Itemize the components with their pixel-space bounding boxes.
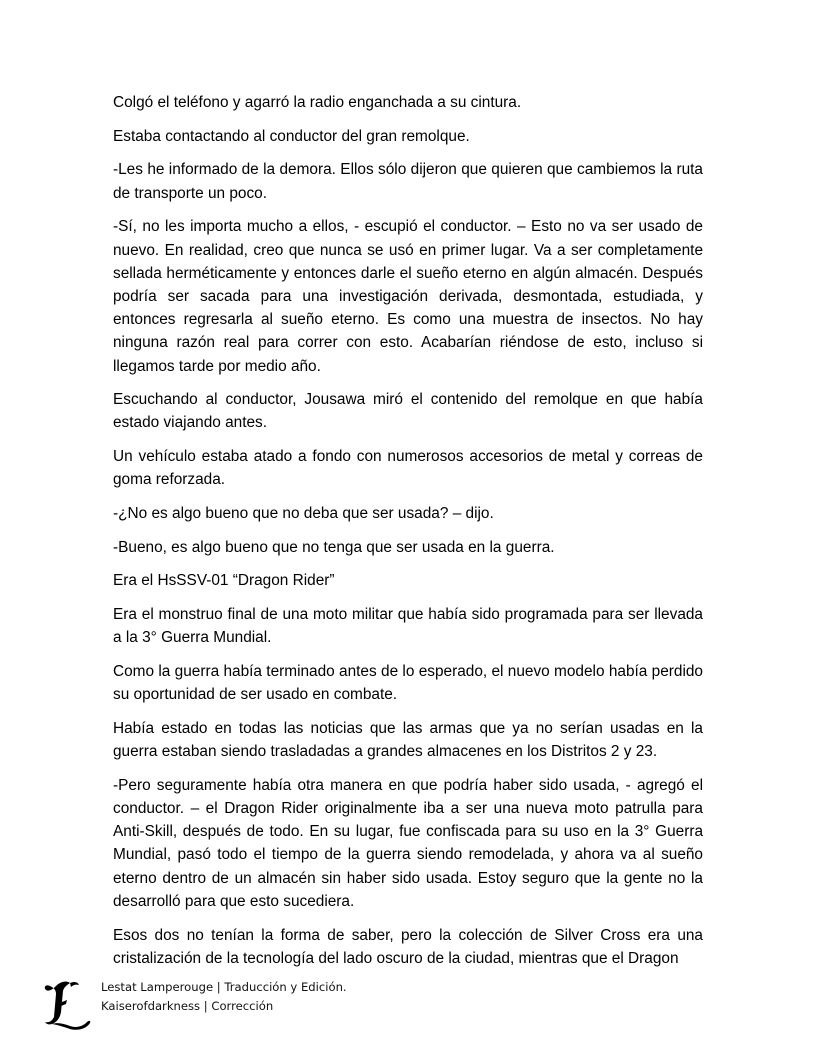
page-footer <box>40 978 400 1030</box>
paragraph: -Sí, no les importa mucho a ellos, - escupió el conductor. – Esto no va ser usado de nuevo. En realidad, creo que nunca se usó en primer lugar. Va a ser completamente sellada herméticamente y entonces darle el sueño eterno en algún almacén. Después podría ser sacada para una investigación derivada, desmontada, estudiada, y entonces regresarla al sueño eterno. Es como una muestra de insectos. No hay ninguna razón real para correr con esto. Acabarían riéndose de esto, incluso si llegamos tarde por medio año. <box>113 218 703 375</box>
paragraph: Era el monstruo final de una moto militar que había sido programada para ser llevada a la 3° Guerra Mundial. <box>113 606 703 647</box>
paragraph: Estaba contactando al conductor del gran remolque. <box>113 127 470 145</box>
paragraph: Como la guerra había terminado antes de lo esperado, el nuevo modelo había perdido su oportunidad de ser usado en combate. <box>113 663 703 704</box>
paragraph: Esos dos no tenían la forma de saber, pero la colección de Silver Cross era una cristalización de la tecnología del lado oscuro de la ciudad, mientras que el Dragon <box>113 926 703 967</box>
paragraph: Un vehículo estaba atado a fondo con numerosos accesorios de metal y correas de goma reforzada. <box>113 448 703 489</box>
paragraph: -Les he informado de la demora. Ellos sólo dijeron que quieren que cambiemos la ruta de transporte un poco. <box>113 161 703 202</box>
credit-translation-edition: Lestat Lamperouge | Traducción y Edición. <box>101 980 347 994</box>
document-body <box>113 91 703 981</box>
paragraph: Había estado en todas las noticias que las armas que ya no serían usadas en la guerra estaban siendo trasladadas a grandes almacenes en los Distritos 2 y 23. <box>113 719 703 761</box>
credit-correction: Kaiserofdarkness | Corrección <box>101 999 274 1013</box>
paragraph: -Pero seguramente había otra manera en que podría haber sido usada, - agregó el conductor. – el Dragon Rider originalmente iba a ser una nueva moto patrulla para Anti-Skill, después de todo. En su lugar, fue confiscada para su uso en la 3° Guerra Mundial, pasó todo el tiempo de la guerra siendo remodelada, y ahora va al sueño eterno dentro de un almacén sin haber sido usada. Estoy seguro que la gente no la desarrolló para que esto sucediera. <box>113 776 703 910</box>
paragraph: Colgó el teléfono y agarró la radio enganchada a su cintura. <box>113 94 522 111</box>
credits-block <box>101 978 347 1016</box>
gothic-letter-l-icon <box>40 978 96 1030</box>
paragraph: -Bueno, es algo bueno que no tenga que ser usada en la guerra. <box>113 538 555 556</box>
paragraph: Escuchando al conductor, Jousawa miró el contenido del remolque en que había estado viajando antes. <box>113 391 703 432</box>
paragraph: -¿No es algo bueno que no deba que ser usada? – dijo. <box>113 505 494 523</box>
paragraph: Era el HsSSV-01 “Dragon Rider” <box>113 572 335 590</box>
